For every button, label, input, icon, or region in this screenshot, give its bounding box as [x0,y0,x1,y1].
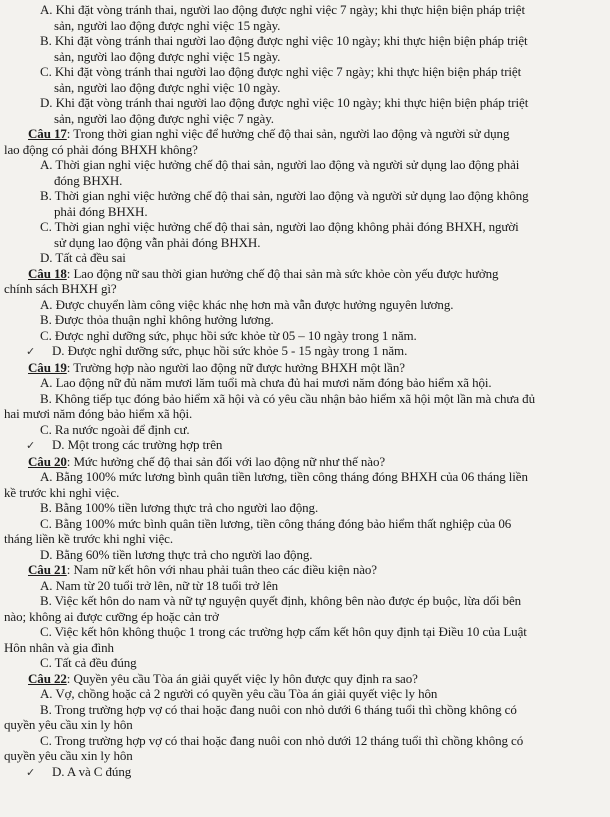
line-text: C. Tất cả đều đúng [40,655,137,670]
text-continuation [4,531,596,547]
text-continuation [4,406,596,422]
question-text: : Lao động nữ sau thời gian hưởng chế độ thai sản mà sức khỏe còn yếu được hưởng [66,265,499,281]
line-text: D. Khi đặt vòng tránh thai người lao động được nghỉ việc 10 ngày; khi thực hiện biện pháp triệt [40,95,529,110]
question-line [4,562,596,578]
line-text: D. A và C đúng [52,763,132,779]
line-text: Hôn nhân và gia đình [4,639,114,655]
answer-option [4,624,596,640]
text-continuation [4,142,596,158]
answer-option-continuation [4,235,596,251]
answer-option [4,578,596,594]
line-text: quyền yêu cầu xin ly hôn [4,717,133,732]
line-text: C. Ra nước ngoài để định cư. [40,421,190,437]
answer-option [4,391,596,407]
line-text: sản, người lao động được nghỉ việc 15 ngày. [54,48,281,64]
answer-option [4,297,596,313]
answer-option [4,33,596,49]
answer-option [4,188,596,204]
line-text: sử dụng lao động vẫn phải đóng BHXH. [54,234,261,250]
text-continuation [4,281,596,297]
line-text: D. Bằng 60% tiền lương thực trả cho người lao động. [40,546,313,562]
line-text: B. Khi đặt vòng tránh thai người lao động được nghỉ việc 10 ngày; khi thực hiện biện pháp triệt [40,33,528,48]
line-text: C. Trong trường hợp vợ có thai hoặc đang nuôi con nhỏ dưới 12 tháng tuổi thì chồng không có [40,732,524,748]
line-text: A. Nam từ 20 tuổi trở lên, nữ từ 18 tuổi trở lên [40,577,279,593]
line-text: D. Tất cả đều sai [40,250,126,265]
answer-option [4,312,596,328]
answer-option-continuation [4,204,596,220]
answer-option [4,702,596,718]
answer-option [4,686,596,702]
question-text: : Trường hợp nào người lao động nữ được hưởng BHXH một lần? [66,359,405,375]
answer-option [4,250,596,266]
line-text: đóng BHXH. [54,172,123,188]
line-text: C. Khi đặt vòng tránh thai người lao động được nghỉ việc 7 ngày; khi thực hiện biện pháp triệt [40,64,522,79]
line-text: B. Được thỏa thuận nghỉ không hưởng lương. [40,312,274,327]
answer-option [4,547,596,563]
line-text: B. Trong trường hợp vợ có thai hoặc đang nuôi con nhỏ dưới 6 tháng tuổi thì chồng không có [40,701,517,717]
line-text: hai mươi năm đóng bảo hiểm xã hội. [4,406,193,421]
line-text: A. Vợ, chồng hoặc cả 2 người có quyền yêu cầu Tòa án giải quyết việc ly hôn [40,686,438,701]
question-label: Câu 17 [28,126,67,141]
answer-option [4,343,596,360]
answer-option-continuation [4,18,596,34]
text-continuation [4,748,596,764]
checkmark-icon: ✓ [26,345,36,358]
answer-option-continuation [4,80,596,96]
answer-option [4,733,596,749]
question-text: : Quyền yêu cầu Tòa án giải quyết việc ly hôn được quy định ra sao? [66,670,418,686]
line-text: sản, người lao động được nghỉ việc 10 ngày. [54,79,281,95]
answer-option [4,469,596,485]
answer-option [4,219,596,235]
question-label: Câu 22 [28,670,67,686]
line-text: A. Được chuyển làm công việc khác nhẹ hơn mà vẫn được hưởng nguyên lương. [40,296,454,312]
line-text: A. Thời gian nghỉ việc hưởng chế độ thai sản, người lao động và người sử dụng lao động phải [40,157,520,172]
answer-option [4,516,596,532]
text-continuation [4,609,596,625]
line-text: B. Thời gian nghỉ việc hưởng chế độ thai sản, người lao động và người sử dụng lao động không [40,188,529,203]
answer-option [4,375,596,391]
answer-option [4,500,596,516]
checkmark-icon: ✓ [26,439,36,452]
line-text: quyền yêu cầu xin ly hôn [4,748,133,763]
line-text: sản, người lao động được nghỉ việc 7 ngày. [54,110,274,126]
line-text: sản, người lao động được nghỉ việc 15 ngày. [54,17,281,33]
line-text: chính sách BHXH gì? [4,281,117,296]
question-label: Câu 20 [28,453,67,469]
line-text: C. Được nghỉ dưỡng sức, phục hồi sức khỏe từ 05 – 10 ngày trong 1 năm. [40,327,417,343]
line-text: tháng liền kề trước khi nghỉ việc. [4,531,174,546]
question-line [4,454,596,470]
line-text: C. Việc kết hôn không thuộc 1 trong các trường hợp cấm kết hôn quy định tại Điều 10 của Luật [40,624,527,639]
line-text: B. Không tiếp tục đóng bảo hiểm xã hội và có yêu cầu nhận bảo hiểm xã hội một lần mà chưa đủ [40,390,535,406]
line-text: A. Khi đặt vòng tránh thai, người lao động được nghỉ việc 7 ngày; khi thực hiện biện pháp triệt [40,2,525,17]
answer-option [4,95,596,111]
answer-option [4,593,596,609]
answer-option [4,64,596,80]
text-continuation [4,485,596,501]
question-text: : Trong thời gian nghỉ việc để hưởng chế độ thai sản, người lao động và người sử dụng [66,126,510,141]
line-text: B. Việc kết hôn do nam và nữ tự nguyện quyết định, không bên nào được ép buộc, lừa dối bên [40,593,522,608]
question-line [4,126,596,142]
line-text: A. Bằng 100% mức lương bình quân tiền lương, tiền công tháng đóng BHXH của 06 tháng liền [40,469,528,484]
question-text: : Mức hưởng chế độ thai sản đối với lao động nữ như thế nào? [66,453,386,469]
question-label: Câu 18 [28,265,67,281]
answer-option [4,655,596,671]
question-line [4,360,596,376]
answer-option [4,328,596,344]
text-continuation [4,640,596,656]
question-label: Câu 19 [28,359,67,375]
question-line [4,671,596,687]
line-text: lao động có phải đóng BHXH không? [4,141,198,157]
question-label: Câu 21 [28,562,67,577]
answer-option [4,422,596,438]
line-text: C. Thời gian nghỉ việc hưởng chế độ thai sản, người lao động không phải đóng BHXH, người [40,219,519,234]
line-text: phải đóng BHXH. [54,203,148,219]
line-text: D. Một trong các trường hợp trên [52,437,223,452]
line-text: nào; không ai được cưỡng ép hoặc cản trở [4,608,219,624]
line-text: D. Được nghỉ dưỡng sức, phục hồi sức khỏe 5 - 15 ngày trong 1 năm. [52,343,408,358]
text-continuation [4,717,596,733]
question-line [4,266,596,282]
line-text: kề trước khi nghỉ việc. [4,484,120,500]
answer-option [4,437,596,454]
answer-option [4,2,596,18]
question-text: : Nam nữ kết hôn với nhau phải tuân theo các điều kiện nào? [66,562,377,577]
line-text: C. Bằng 100% mức bình quân tiền lương, tiền công tháng đóng bảo hiểm thất nghiệp của 06 [40,515,512,531]
answer-option [4,764,596,781]
line-text: A. Lao động nữ đủ năm mươi lăm tuổi mà chưa đủ hai mươi năm đóng bảo hiểm xã hội. [40,375,492,390]
answer-option-continuation [4,173,596,189]
checkmark-icon: ✓ [26,765,36,779]
answer-option [4,157,596,173]
answer-option-continuation [4,111,596,127]
answer-option-continuation [4,49,596,65]
line-text: B. Bằng 100% tiền lương thực trả cho người lao động. [40,500,319,515]
